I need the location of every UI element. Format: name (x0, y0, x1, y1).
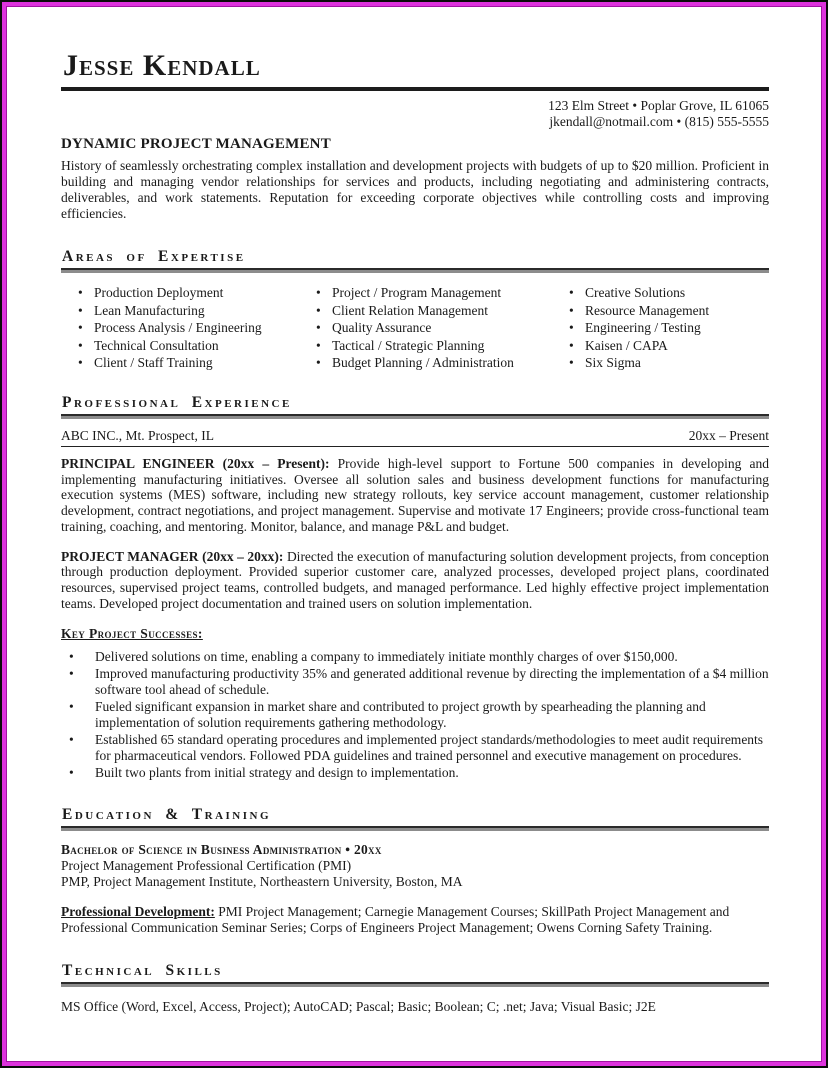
name-underline (61, 87, 769, 91)
address-line: 123 Elm Street • Poplar Grove, IL 61065 (548, 98, 769, 113)
section-heading: Professional Experience (62, 394, 292, 412)
professional-development-label: Professional Development: (61, 903, 215, 919)
contact-block (61, 98, 769, 129)
success-item: • Built two plants from initial strategy and design to implementation. (66, 765, 769, 781)
certification-line: PMP, Project Management Institute, Northeastern University, Boston, MA (61, 874, 463, 890)
expertise-columns (61, 284, 769, 372)
resume-header (61, 51, 769, 222)
expertise-column-2 (316, 284, 569, 372)
section-education-training (61, 806, 769, 936)
section-areas-of-expertise (61, 248, 769, 372)
section-heading: Technical Skills (62, 962, 223, 980)
expertise-column-3 (569, 284, 769, 372)
expertise-item: • Technical Consultation (78, 337, 316, 355)
role-description: Provide high-level support to Fortune 500 companies in developing and implementing manufacturing initiatives. Oversee all solution sales and business development functions for manufacturing execution systems (MES) software, including new strategy rollouts, key service account management, customer relationship development, contract negotiations, and project management. Supervise and motivate 17 Engineers; provide cross-functional team training, coaching, and mentoring. Monitor, balance, and manage P&L and budget. (61, 456, 770, 534)
success-item: • Established 65 standard operating procedures and implemented project standards/methodologies to meet audit requirements for pharmaceutical vendors. Followed PDA guidelines and trained personnel and executive management on procedures. (66, 732, 769, 764)
expertise-item: • Six Sigma (569, 354, 769, 372)
key-successes-heading: Key Project Successes: (61, 626, 203, 642)
success-item: • Delivered solutions on time, enabling a company to immediately initiate monthly charges of over $150,000. (66, 649, 769, 665)
professional-development-text: PMI Project Management; Carnegie Management Courses; SkillPath Project Management and Professional Communication Seminar Series; Corps of Engineers Project Management; Owens Corning Safety Training. (61, 903, 730, 935)
expertise-item: • Lean Manufacturing (78, 302, 316, 320)
expertise-item: • Tactical / Strategic Planning (316, 337, 569, 355)
section-rule (61, 414, 769, 419)
expertise-column-1 (78, 284, 316, 372)
section-professional-experience (61, 394, 769, 781)
expertise-item: • Client Relation Management (316, 302, 569, 320)
expertise-item: • Quality Assurance (316, 319, 569, 337)
email-phone-line: jkendall@notmail.com • (815) 555-5555 (549, 113, 769, 129)
expertise-item: • Client / Staff Training (78, 354, 316, 372)
employment-dates: 20xx – Present (688, 428, 769, 444)
company-name: ABC INC., Mt. Prospect, IL (61, 428, 214, 444)
role-title: PROJECT MANAGER (20xx – 20xx): (61, 548, 284, 564)
role-principal-engineer (61, 456, 769, 535)
expertise-item: • Resource Management (569, 302, 769, 320)
resume-headline: DYNAMIC PROJECT MANAGEMENT (61, 136, 331, 152)
section-rule (61, 826, 769, 831)
resume-content (7, 7, 821, 1015)
role-description: Directed the execution of manufacturing solution development projects, from conception through production deployment. Provided superior customer care, analyzed processes, developed project plans, coordinated resources, supervised project teams, controlled budgets, and managed performance. Led highly effective project implementation teams. Developed project documentation and trained users on solution implementation. (61, 548, 769, 611)
skills-line: MS Office (Word, Excel, Access, Project); AutoCAD; Pascal; Basic; Boolean; C; .net; Java; Visual Basic; J2E (61, 999, 656, 1015)
role-project-manager (61, 549, 769, 612)
certification-line: Project Management Professional Certification (PMI) (61, 857, 352, 873)
expertise-item: • Kaisen / CAPA (569, 337, 769, 355)
section-rule (61, 982, 769, 987)
section-technical-skills (61, 962, 769, 1015)
section-heading: Education & Training (62, 805, 272, 823)
company-row (61, 428, 769, 447)
expertise-item: • Creative Solutions (569, 284, 769, 302)
expertise-item: • Process Analysis / Engineering (78, 319, 316, 337)
success-item: • Improved manufacturing productivity 35% and generated additional revenue by directing the implementation of a $4 million software tool ahead of schedule. (66, 666, 769, 698)
section-heading: Areas of Expertise (62, 248, 246, 265)
expertise-item: • Budget Planning / Administration (316, 354, 569, 372)
degree-line: Bachelor of Science in Business Administration • 20xx (61, 841, 382, 857)
role-title: PRINCIPAL ENGINEER (20xx – Present): (61, 456, 330, 472)
candidate-name: Jesse Kendall (63, 49, 261, 82)
summary-paragraph: History of seamlessly orchestrating complex installation and development projects with budgets of up to $20 million. Proficient in building and managing vendor relationships for services and products, including negotiating and administering contracts, deliverables, and work statements. Reputation for exceeding corporate objectives while controlling costs and improving efficiencies. (61, 158, 769, 221)
expertise-item: • Engineering / Testing (569, 319, 769, 337)
success-item: • Fueled significant expansion in market share and contributed to project growth by spearheading the planning and implementation of solution requirements gathering methodology. (66, 699, 769, 731)
magenta-page-border (2, 2, 826, 1066)
professional-development (61, 904, 769, 936)
section-rule (61, 268, 769, 273)
key-successes-list (61, 649, 769, 780)
inner-page-border (6, 6, 822, 1062)
expertise-item: • Project / Program Management (316, 284, 569, 302)
expertise-item: • Production Deployment (78, 284, 316, 302)
